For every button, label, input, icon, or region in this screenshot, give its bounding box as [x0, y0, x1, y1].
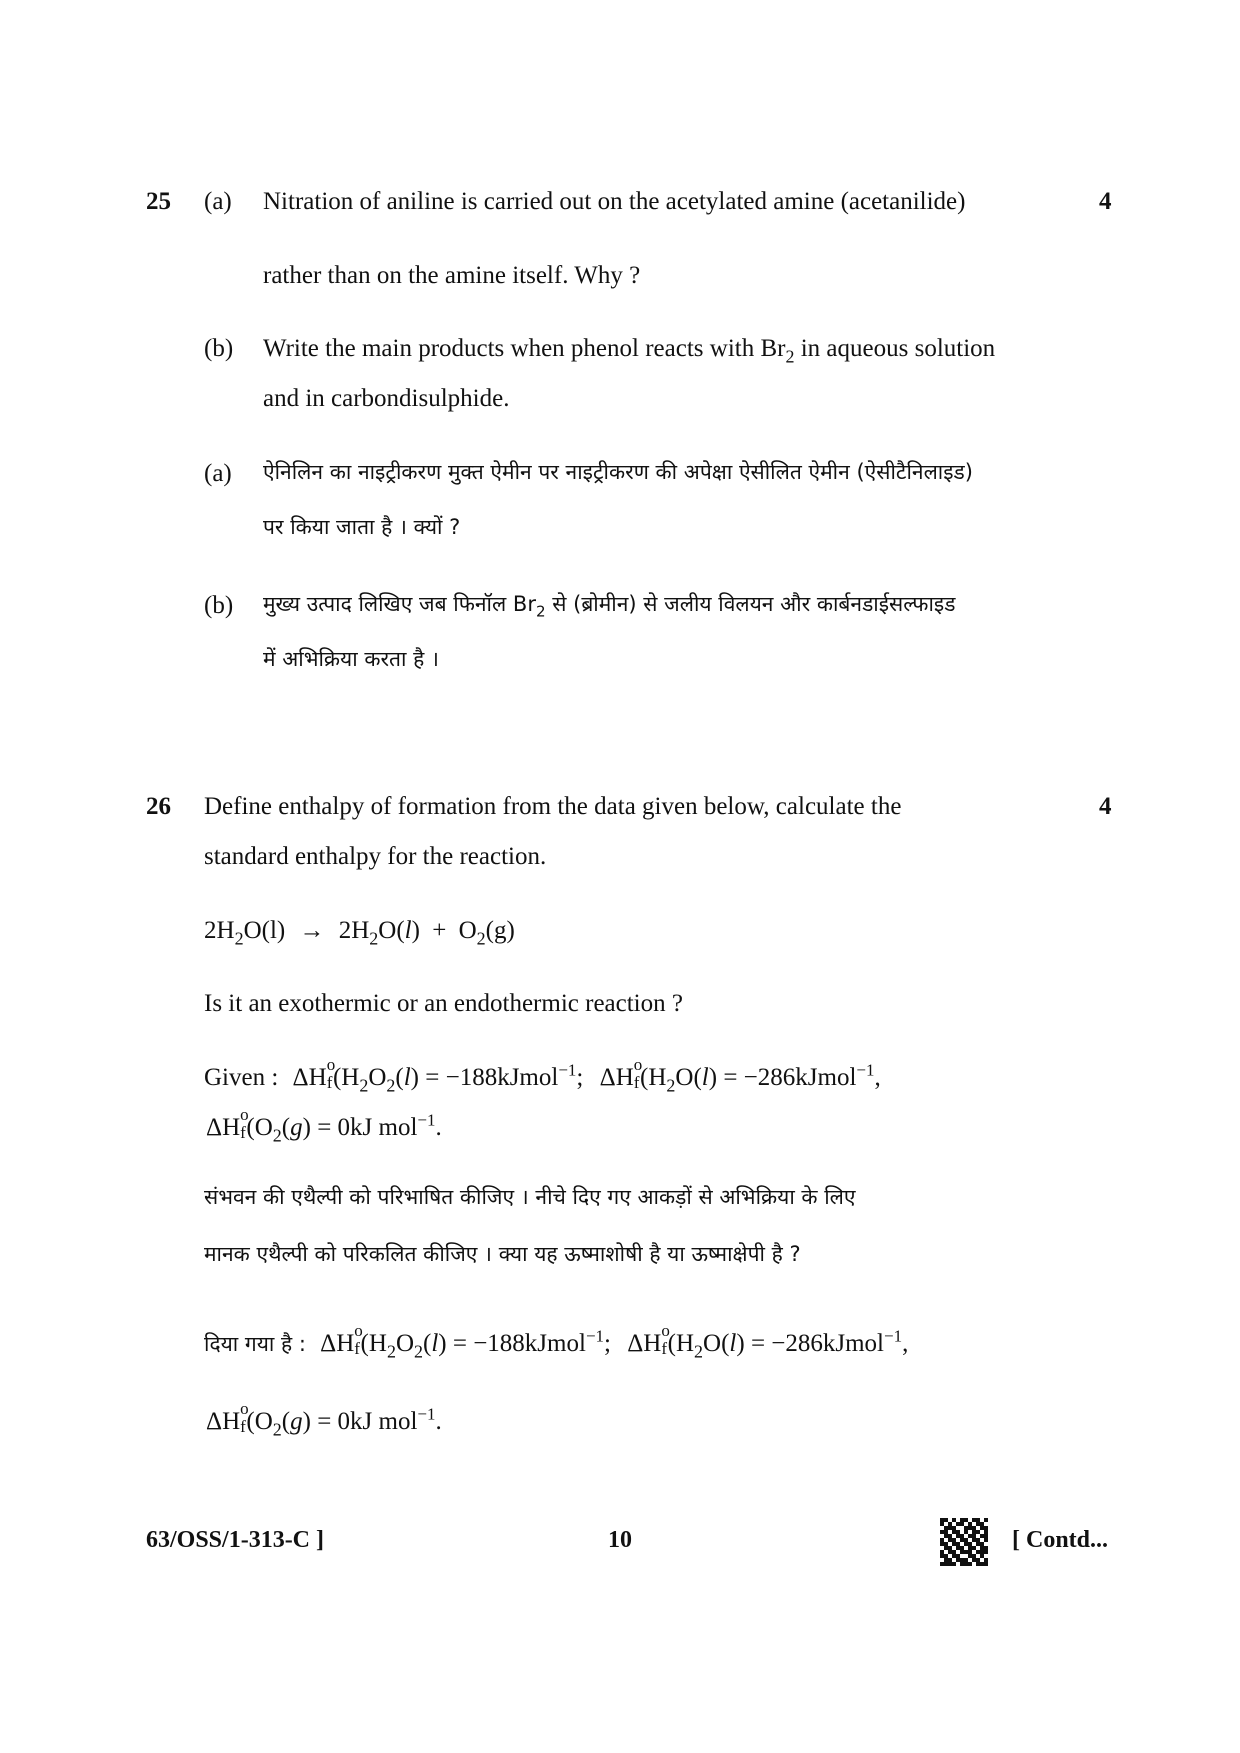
question-number-25: 25 [146, 188, 171, 215]
q26-question: Is it an exothermic or an endothermic reaction ? [204, 990, 683, 1017]
q25-hindi-b-line1: मुख्य उत्पाद लिखिए जब फिनॉल $Br_2$ से (ब्रोमीन) से जलीय विलयन और कार्बनडाईसल्फाइड [263, 592, 956, 621]
q25-a-line2: rather than on the amine itself. Why ? [263, 262, 641, 289]
q25-b-line1: Write the main products when phenol reacts with $Br_2$ in aqueous solution [263, 335, 996, 367]
q25-a-line1: Nitration of aniline is carried out on the acetylated amine (acetanilide) [263, 188, 966, 215]
q26-given-line2: ΔH o f ($O_2(g) = 0kJ$ mol$^{-1}$. [206, 1104, 442, 1146]
q25-hindi-b-label: (b) [204, 592, 234, 619]
paper-code: 63/OSS/1-313-C ] [146, 1527, 325, 1553]
continued-label: [ Contd... [1012, 1527, 1109, 1553]
q26-given-line1: Given : ΔH o f ($H_2O_2(l)$ = −188kJmol$^{-1}$; ΔH o f ($H_2O(l)$ = −286kJmol$^{-1}$, [204, 1054, 881, 1096]
q25-hindi-a-line1: ऐनिलिन का नाइट्रीकरण मुक्त ऐमीन पर नाइट्रीकरण की अपेक्षा ऐसीलित ऐमीन (ऐसीटैनिलाइड) [263, 460, 973, 484]
q26-line1: Define enthalpy of formation from the data given below, calculate the [204, 793, 902, 820]
q25-a-label: (a) [204, 188, 232, 215]
q26-reaction: $2H_2O(l) \to 2H_2O(l) + O_2(g)$ [204, 917, 515, 949]
q26-hindi-given-line2: ΔH o f ($O_2(g) = 0kJ$ mol$^{-1}$. [206, 1398, 442, 1440]
q25-hindi-a-label: (a) [204, 460, 232, 487]
q26-marks: 4 [1099, 793, 1112, 820]
qr-code-icon [940, 1518, 988, 1566]
q25-b-label: (b) [204, 335, 234, 362]
q25-b-line2: and in carbondisulphide. [263, 385, 510, 412]
q25-hindi-a-line2: पर किया जाता है । क्यों ? [263, 515, 461, 539]
q25-hindi-b-line2: में अभिक्रिया करता है । [263, 647, 439, 671]
q26-line2: standard enthalpy for the reaction. [204, 843, 547, 870]
page-number: 10 [608, 1527, 632, 1553]
q25-marks: 4 [1099, 188, 1112, 215]
q26-hindi-line2: मानक एथैल्पी को परिकलित कीजिए । क्या यह ऊष्माशोषी है या ऊष्माक्षेपी है ? [204, 1242, 801, 1266]
question-number-26: 26 [146, 793, 171, 820]
q26-hindi-line1: संभवन की एथैल्पी को परिभाषित कीजिए । नीचे दिए गए आकड़ों से अभिक्रिया के लिए [204, 1185, 856, 1209]
q26-hindi-given-line1: दिया गया है : ΔH o f ($H_2O_2(l)$ = −188kJmol$^{-1}$; ΔH o f ($H_2O(l)$ = −286kJmol$^{-1}$, [204, 1320, 909, 1362]
